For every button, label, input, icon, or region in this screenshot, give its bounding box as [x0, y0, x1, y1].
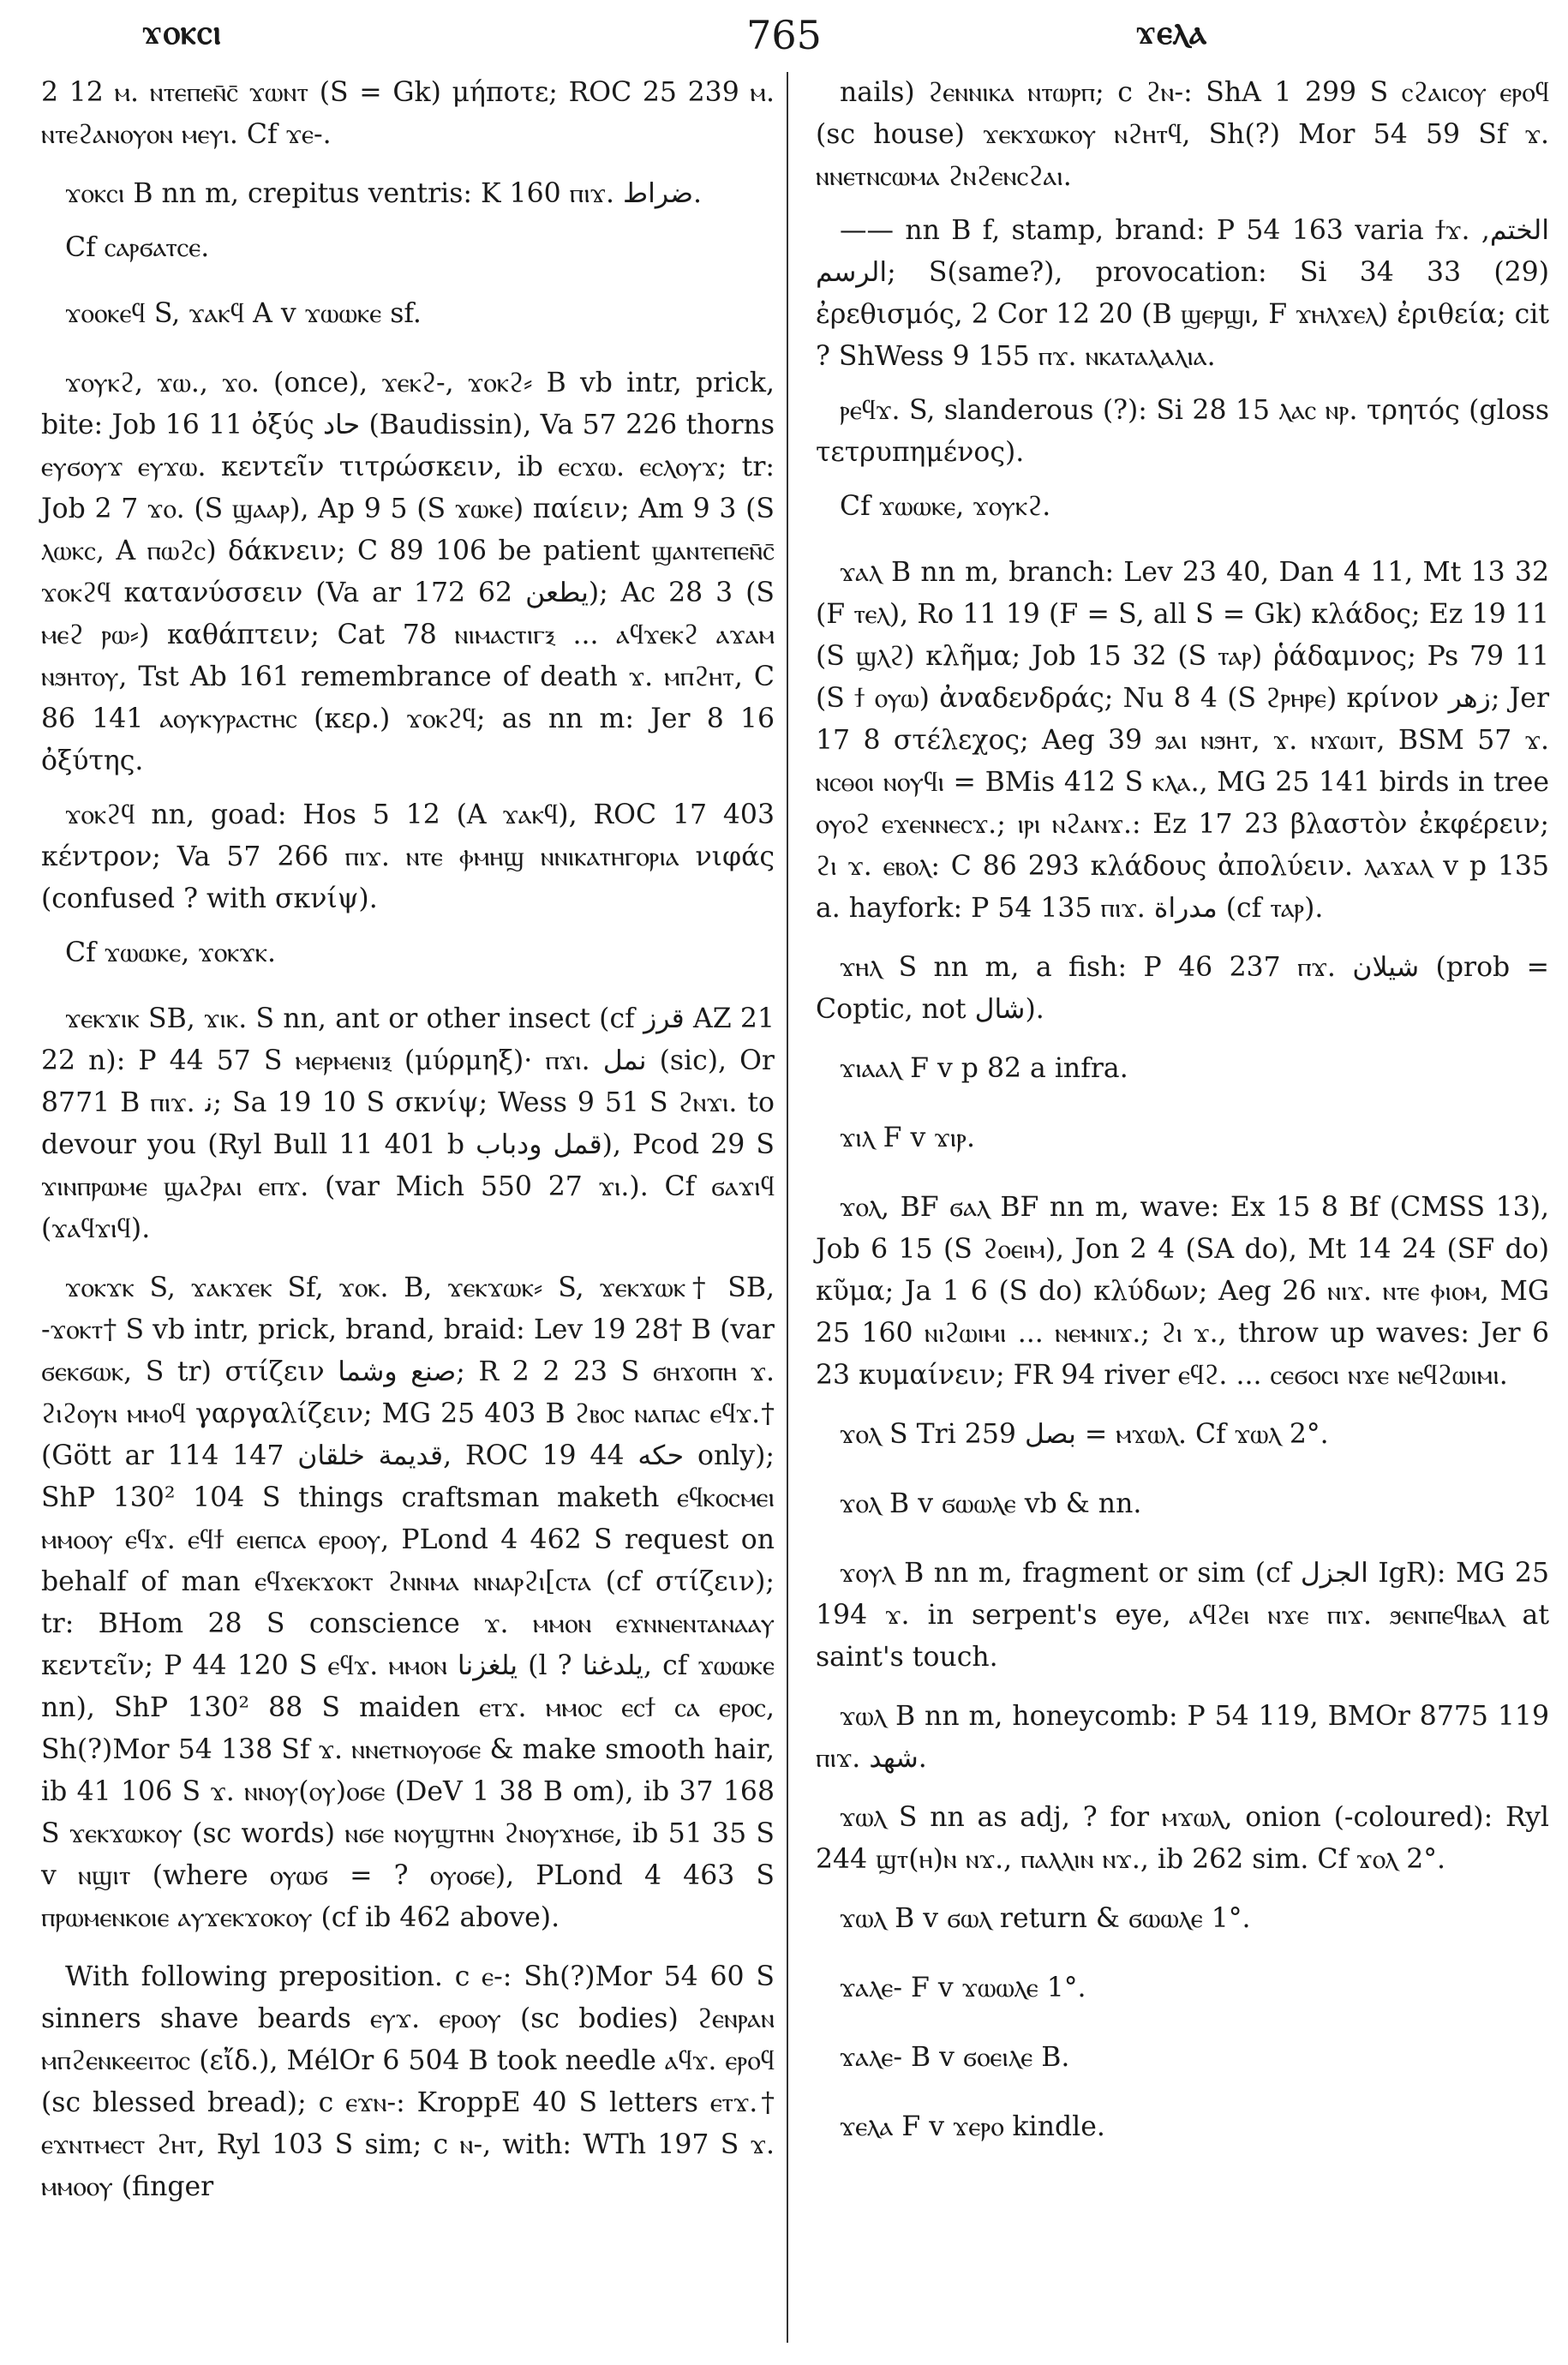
dictionary-entry: ϫⲟⲗ B v ϭⲱⲱⲗⲉ vb & nn.: [840, 1488, 1142, 1519]
continuation-text: nails) ϩⲉⲛⲛⲓⲕⲁ ⲛⲧⲱⲣⲡ; c ϩⲛ-: ShA 1 299 S ⲥϩⲁⲓⲥⲟⲩ ⲉⲣⲟϥ (sc house) ϫⲉⲕϫⲱⲕⲟⲩ ⲛϩⲏⲧϥ, Sh(?) Mor 54 59 Sf ϫ. ⲛⲛⲉⲧⲛⲥⲱⲙⲁ ϩⲛϩⲉⲛⲥϩⲁⲓ.: [816, 77, 1549, 192]
dictionary-entry: ϫⲁⲗⲉ- B v ϭⲟⲉⲓⲗⲉ B.: [840, 2042, 1070, 2073]
dictionary-entry: ϫⲟⲟⲕⲉϥ S, ϫⲁⲕϥ A v ϫⲱⲱⲕⲉ sf.: [65, 298, 422, 329]
dictionary-entry: ϫⲉⲗⲁ F v ϫⲉⲣⲟ kindle.: [840, 2111, 1105, 2142]
dictionary-entry: ϫⲟⲗ, BF ϭⲁⲗ BF nn m, wave: Ex 15 8 Bf (CMSS 13), Job 6 15 (S ϩⲟⲉⲓⲙ), Jon 2 4 (SA do), Mt 14 24 (SF do) κῦμα; Ja 1 6 (S do) κλύδων; Aeg 26 ⲛⲓϫ. ⲛⲧⲉ ⲫⲓⲟⲙ, MG 25 160 ⲛⲓϩⲱⲓⲙⲓ ... ⲛⲉⲙⲛⲓϫ.; ϩⲓ ϫ., throw up waves: Jer 6 23 κυμαίνειν; FR 94 river ⲉϥϩ. ... ⲥⲉϭⲟⲥⲓ ⲛϫⲉ ⲛⲉϥϩⲱⲓⲙⲓ.: [816, 1192, 1549, 1391]
sub-entry: —— nn B f, stamp, brand: P 54 163 varia ϯϫ. ﺍﻟﺨﺘﻢ, ﺍﻟﺮﺳﻢ; S(same?), provocation: Si 34 33 (29) ἐρεθισμός, 2 Cor 12 20 (B ϣⲉⲣϣⲓ, F ϫⲏⲗϫⲉⲗ) ἐριθεία; cit ? ShWess 9 155 ⲡϫ. ⲛⲕⲁⲧⲁⲗⲁⲗⲓⲁ.: [816, 215, 1549, 372]
dictionary-entry: ϫⲱⲗ B v ϭⲱⲗ return & ϭⲱⲱⲗⲉ 1°.: [840, 1903, 1251, 1934]
dictionary-entry: ϫⲟⲕϫⲕ S, ϫⲁⲕϫⲉⲕ Sf, ϫⲟⲕ. B, ϫⲉⲕϫⲱⲕ⸗ S, ϫⲉⲕϫⲱⲕ† SB, -ϫⲟⲕⲧ† S vb intr, prick, brand, braid: Lev 19 28† B (var ϭⲉⲕϭⲱⲕ, S tr) στίζειν ﺻﻨﻊ ﻭﺷﻤﺎ; R 2 2 23 S ϭⲏϫⲟⲡⲏ ϫ. ϩⲓϩⲟⲩⲛ ⲙⲙⲟϥ γαργαλίζειν; MG 25 403 B ϩⲃⲟⲥ ⲛⲁⲡⲁⲥ ⲉϥϫ.† (Gött ar 114 147 ﻗﺪﻳﻤﺔ ﺧﻠﻘﺎﻥ, ROC 19 44 ﺣﻜﻪ only); ShP 130² 104 S things craftsman maketh ⲉϥⲕⲟⲥⲙⲉⲓ ⲙⲙⲟⲟⲩ ⲉϥϫ. ⲉϥϯ ⲉⲓⲉⲡⲥⲁ ⲉⲣⲟⲟⲩ, PLond 4 462 S request on behalf of man ⲉϥϫⲉⲕϫⲟⲕⲧ ϩⲛⲛⲙⲁ ⲛⲛⲁⲣϩⲓ[ⲥⲧⲁ (cf στίζειν); tr: BHom 28 S conscience ϫ. ⲙⲙⲟⲛ ⲉϫⲛⲛⲉⲛⲧⲁⲛⲁⲁⲩ κεντεῖν; P 44 120 S ⲉϥϫ. ⲙⲙⲟⲛ ﻳﻠﻐﺰﻧﺎ (l ? ﻳﻠﺪﻏﻨﺎ, cf ϫⲱⲱⲕⲉ nn), ShP 130² 88 S maiden ⲉⲧϫ. ⲙⲙⲟⲥ ⲉⲥϯ ⲥⲁ ⲉⲣⲟⲥ, Sh(?)Mor 54 138 Sf ϫ. ⲛⲛⲉⲧⲛⲟⲩⲟϭⲉ & make smooth hair, ib 41 106 S ϫ. ⲛⲛⲟⲩ(ⲟⲩ)ⲟϭⲉ (DeV 1 38 B om), ib 37 168 S ϫⲉⲕϫⲱⲕⲟⲩ (sc words) ⲛϭⲉ ⲛⲟⲩϣⲧⲏⲛ ϩⲛⲟⲩϫⲏϭⲉ, ib 51 35 S v ⲛϣⲓⲧ (where ⲟⲩⲱϭ = ? ⲟⲩⲟϭⲉ), PLond 4 463 S ⲡⲣⲱⲙⲉⲛⲕⲟⲓⲉ ⲁⲩϫⲉⲕϫⲟⲕⲟⲩ (cf ib 462 above).: [41, 1272, 775, 1933]
sub-entry: With following preposition. c ⲉ-: Sh(?)Mor 54 60 S sinners shave beards ⲉⲩϫ. ⲉⲣⲟⲟⲩ (sc bodies) ϩⲉⲛⲣⲁⲛ ⲙⲡϩⲉⲛⲕⲉⲉⲓⲧⲟⲥ (εἴδ.), MélOr 6 504 B took needle ⲁϥϫ. ⲉⲣⲟϥ (sc blessed bread); c ⲉϫⲛ-: KroppE 40 S letters ⲉⲧϫ.† ⲉϫⲛⲧⲙⲉⲥⲧ ϩⲏⲧ, Ryl 103 S sim; c ⲛ-, with: WTh 197 S ϫ. ⲙⲙⲟⲟⲩ (finger: [41, 1961, 775, 2202]
dictionary-entry: ϫⲓⲁⲁⲗ F v p 82 a infra.: [840, 1053, 1128, 1084]
dictionary-entry: ϫⲏⲗ S nn m, a fish: P 46 237 ⲡϫ. ﺷﻴﻼﻥ (prob = Coptic, not ﺷﺎﻝ).: [816, 952, 1549, 1025]
right-column: [816, 72, 1549, 2176]
dictionary-entry: ϫⲁⲗⲉ- F v ϫⲱⲱⲗⲉ 1°.: [840, 1973, 1086, 2003]
running-head: [0, 12, 1568, 63]
running-head-left: ϫⲟⲕⲥⲓ: [141, 12, 223, 52]
continuation-text: 2 12 ⲙ. ⲛⲧⲉⲡⲉⲛ̄ⲥ̄ ϫⲱⲛⲧ (S = Gk) μήποτε; ROC 25 239 ⲙ. ⲛⲧⲉϩⲁⲛⲟⲩⲟⲛ ⲙⲉⲩⲓ. Cf ϫⲉ-.: [41, 77, 775, 150]
cross-reference: Cf ⲥⲁⲣϭⲁⲧⲥⲉ.: [65, 232, 210, 263]
dictionary-entry: ϫⲱⲗ S nn as adj, ? for ⲙϫⲱⲗ, onion (-coloured): Ryl 244 ϣⲧ(ⲏ)ⲛ ⲛϫ., ⲡⲁⲗⲗⲓⲛ ⲛϫ., ib 262 sim. Cf ϫⲟⲗ 2°.: [816, 1802, 1549, 1875]
dictionary-entry: ϫⲁⲗ B nn m, branch: Lev 23 40, Dan 4 11, Mt 13 32 (F ⲧⲉⲗ), Ro 11 19 (F = S, all S = Gk) κλάδος; Ez 19 11 (S ϣⲗϩ) κλῆμα; Job 15 32 (S ⲧⲁⲣ) ῥάδαμνος; Ps 79 11 (S ϯ ⲟⲩⲱ) ἀναδενδράς; Nu 8 4 (S ϩⲣⲏⲣⲉ) κρίνον ﺯﻫﺮ; Jer 17 8 στέλεχος; Aeg 39 ϧⲁⲓ ⲛϧⲏⲧ, ϫ. ⲛϫⲱⲓⲧ, BSM 57 ϫ. ⲛⲥⲑⲟⲓ ⲛⲟⲩϥⲓ = BMis 412 S ⲕⲗⲁ., MG 25 141 birds in tree ⲟⲩⲟϩ ⲉϫⲉⲛⲛⲉⲥϫ.; ⲓⲣⲓ ⲛϩⲁⲛϫ.: Ez 17 23 βλαστὸν ἐκφέρειν; ϩⲓ ϫ. ⲉⲃⲟⲗ: C 86 293 κλάδους ἀπολύειν. ⲗⲁϫⲁⲗ v p 135 a. hayfork: P 54 135 ⲡⲓϫ. ﻣﺪﺭﺍﺓ (cf ⲧⲁⲣ).: [816, 557, 1550, 924]
dictionary-entry: ϫⲟⲗ S Tri 259 ﺑﺼﻞ = ⲙϫⲱⲗ. Cf ϫⲱⲗ 2°.: [840, 1419, 1329, 1450]
dictionary-entry: ϫⲉⲕϫⲓⲕ SB, ϫⲓⲕ. S nn, ant or other insect (cf ﻗﺮﺯ AZ 21 22 n): P 44 57 S ⲙⲉⲣⲙⲉⲛⲓⲝ (μύρμηξ)· ⲡϫⲓ. ﻧﻤﻞ (sic), Or 8771 B ⲡⲓϫ. ﻧ; Sa 19 10 S σκνίψ; Wess 9 51 S ϩⲛϫⲓ. to devour you (Ryl Bull 11 401 b ﻗﻤﻞ ﻭﺩﺑﺎﺏ), Pcod 29 S ϫⲓⲛⲡⲣⲱⲙⲉ ϣⲁϩⲣⲁⲓ ⲉⲡϫ. (var Mich 550 27 ϫⲓ.). Cf ϭⲁϫⲓϥ (ϫⲁϥϫⲓϥ).: [41, 1003, 775, 1244]
page-number: 765: [746, 12, 822, 58]
dictionary-entry: ϫⲓⲗ F v ϫⲓⲣ.: [840, 1123, 975, 1153]
left-column: [41, 72, 775, 2220]
column-divider: [787, 72, 788, 2343]
dictionary-entry: ϫⲟⲩⲕϩ, ϫⲱ., ϫⲟ. (once), ϫⲉⲕϩ-, ϫⲟⲕϩ⸗ B vb intr, prick, bite: Job 16 11 ὀξύς ﺣﺎﺩ (Baudissin), Va 57 226 thorns ⲉⲩϭⲟⲩϫ ⲉⲩϫⲱ. κεντεῖν τιτρώσκειν, ib ⲉⲥϫⲱ. ⲉⲥⲗⲟⲩϫ; tr: Job 2 7 ϫⲟ. (S ϣⲁⲁⲣ), Ap 9 5 (S ϫⲱⲕⲉ) παίειν; Am 9 3 (S ⲗⲱⲕⲥ, A ⲡⲱϩⲥ) δάκνειν; C 89 106 be patient ϣⲁⲛⲧⲉⲡⲉⲛ̄ⲥ̄ ϫⲟⲕϩϥ κατανύσσειν (Va ar 172 62 ﻳﻄﻌﻦ); Ac 28 3 (S ⲙⲉϩ ⲣⲱ⸗) καθάπτειν; Cat 78 ⲛⲓⲙⲁⲥⲧⲓⲅⲝ ... ⲁϥϫⲉⲕϩ ⲁϫⲁⲙ ⲛϧⲏⲧⲟⲩ, Tst Ab 161 remembrance of death ϫ. ⲙⲡϩⲏⲧ, C 86 141 ⲁⲟⲩⲕⲩⲣⲁⲥⲧⲏⲥ (κερ.) ϫⲟⲕϩϥ; as nn m: Jer 8 16 ὀξύτης.: [41, 368, 775, 776]
cross-reference: Cf ϫⲱⲱⲕⲉ, ϫⲟⲩⲕϩ.: [840, 491, 1051, 522]
cross-reference: Cf ϫⲱⲱⲕⲉ, ϫⲟⲕϫⲕ.: [65, 937, 277, 968]
dictionary-entry: ϫⲱⲗ B nn m, honeycomb: P 54 119, BMOr 8775 119 ⲡⲓϫ. ﺷﻬﺪ.: [816, 1701, 1549, 1774]
dictionary-entry: ϫⲟⲕⲥⲓ B nn m, crepitus ventris: K 160 ⲡⲓϫ. ضراط.: [65, 178, 703, 209]
running-head-right: ϫⲉⲗⲁ: [1135, 12, 1208, 52]
sub-entry: ϫⲟⲕϩϥ nn, goad: Hos 5 12 (A ϫⲁⲕϥ), ROC 17 403 κέντρον; Va 57 266 ⲡⲓϫ. ⲛⲧⲉ ⲫⲙⲏϣ ⲛⲛⲓⲕⲁⲧⲏⲅⲟⲣⲓⲁ νιφάς (confused ? with σκνίψ).: [41, 799, 775, 914]
sub-entry: ⲣⲉϥϫ. S, slanderous (?): Si 28 15 ⲗⲁⲥ ⲛⲣ. τρητός (gloss τετρυπημένος).: [816, 395, 1549, 468]
dictionary-entry: ϫⲟⲩⲗ B nn m, fragment or sim (cf ﺍﻟﺠﺰﻝ IgR): MG 25 194 ϫ. in serpent's eye, ⲁϥϩⲉⲓ ⲛϫⲉ ⲡⲓϫ. ϧⲉⲛⲡⲉϥⲃⲁⲗ at saint's touch.: [816, 1558, 1550, 1673]
